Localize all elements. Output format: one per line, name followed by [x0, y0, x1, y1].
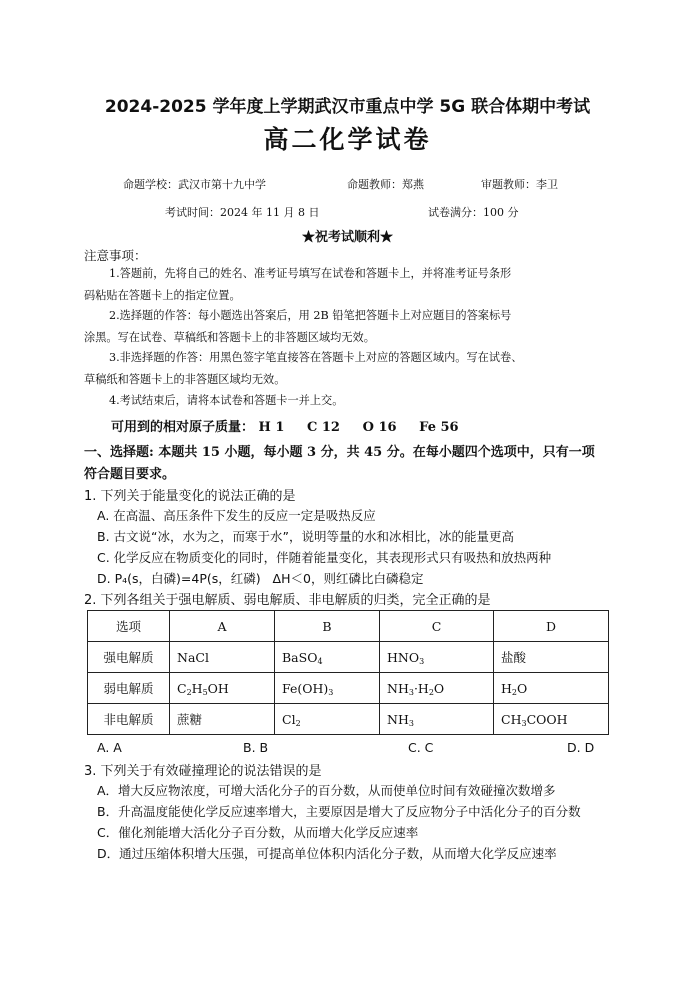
- full-score: 试卷满分：100 分: [428, 206, 519, 219]
- q3-option-b: B．升高温度能使化学反应速率增大，主要原因是增大了反应物分子中活化分子的百分数: [97, 804, 581, 819]
- notice-item-1-line-2: 码粘贴在答题卡上的指定位置。: [84, 289, 241, 302]
- table-cell: [275, 704, 380, 735]
- exam-title: 2024-2025 学年度上学期武汉市重点中学 5G 联合体期中考试: [104, 97, 591, 117]
- q1-option-c: C. 化学反应在物质变化的同时，伴随着能量变化，其表现形式只有吸热和放热两种: [97, 550, 552, 565]
- row-label-weak: 弱电解质: [88, 673, 170, 704]
- q2-stem: 2. 下列各组关于强电解质、弱电解质、非电解质的归类，完全正确的是: [84, 593, 491, 608]
- q2-option-b: B. B: [243, 740, 269, 755]
- cell-text: CH: [501, 711, 522, 727]
- electrolyte-table: [87, 610, 609, 735]
- table-row: [88, 642, 609, 673]
- cell-text: O: [517, 680, 528, 696]
- table-cell: [275, 642, 380, 673]
- table-cell: [494, 704, 609, 735]
- row-label-non: 非电解质: [88, 704, 170, 735]
- subscript: 3: [419, 656, 425, 666]
- subscript: 5: [202, 687, 208, 697]
- table-cell: [494, 642, 609, 673]
- atomic-mass-line: 可用到的相对原子质量： H 1 C 12 O 16 Fe 56: [111, 420, 459, 435]
- cell-text: BaSO: [282, 649, 318, 665]
- cell-text: OH: [207, 680, 229, 696]
- cell-text: 盐酸: [501, 650, 527, 665]
- table-cell: [275, 673, 380, 704]
- paper-title: 高二化学试卷: [263, 125, 432, 154]
- cell-text: H: [191, 680, 203, 696]
- notice-item-3-line-2: 草稿纸和答题卡上的非答题区域均无效。: [84, 373, 286, 386]
- table-cell: [380, 642, 494, 673]
- q3-stem: 3. 下列关于有效碰撞理论的说法错误的是: [84, 764, 322, 779]
- row-label-strong: 强电解质: [88, 642, 170, 673]
- table-cell: [494, 673, 609, 704]
- subscript: 3: [521, 718, 527, 728]
- table-header-cell: D: [494, 611, 609, 642]
- q1-option-a: A. 在高温、高压条件下发生的反应一定是吸热反应: [97, 508, 376, 523]
- notice-heading: 注意事项：: [84, 248, 147, 263]
- exam-time: 考试时间：2024 年 11 月 8 日: [165, 206, 320, 219]
- cell-text: Cl: [282, 711, 296, 727]
- q3-option-a: A．增大反应物浓度，可增大活化分子的百分数，从而使单位时间有效碰撞次数增多: [97, 783, 556, 798]
- subscript: 2: [295, 718, 301, 728]
- cell-text: ·H: [413, 680, 429, 696]
- subscript: 3: [408, 718, 414, 728]
- school-line: 命题学校：武汉市第十九中学: [123, 178, 266, 191]
- cell-text: H: [501, 680, 512, 696]
- q2-option-d: D. D: [567, 740, 595, 755]
- cell-text: HNO: [387, 649, 420, 665]
- table-header-cell: A: [170, 611, 275, 642]
- table-cell: [380, 704, 494, 735]
- subscript: 2: [511, 687, 517, 697]
- table-header-cell: B: [275, 611, 380, 642]
- table-cell: [170, 673, 275, 704]
- notice-item-2-line-1: 2.选择题的作答：每小题选出答案后，用 2B 铅笔把答题卡上对应题目的答案标号: [109, 309, 512, 322]
- cell-text: NH: [387, 680, 409, 696]
- subscript: 2: [428, 687, 434, 697]
- q1-option-d: D. P₄(s，白磷)=4P(s，红磷) ΔH＜0，则红磷比白磷稳定: [97, 571, 424, 586]
- table-row: [88, 611, 609, 642]
- teacher-line: 命题教师：郑燕: [347, 178, 424, 191]
- notice-item-3-line-1: 3.非选择题的作答：用黑色签字笔直接答在答题卡上对应的答题区域内。写在试卷、: [109, 351, 523, 364]
- table-header-cell: 选项: [88, 611, 170, 642]
- q2-option-c: C. C: [408, 740, 434, 755]
- table-cell: [380, 673, 494, 704]
- cell-text: 蔗糖: [177, 712, 203, 727]
- reviewer-line: 审题教师：李卫: [481, 178, 558, 191]
- cell-text: NaCl: [177, 649, 209, 665]
- q1-option-b: B. 古文说“冰，水为之，而寒于水”，说明等量的水和冰相比，冰的能量更高: [97, 529, 514, 544]
- cell-text: NH: [387, 711, 409, 727]
- table-row: [88, 673, 609, 704]
- table-row: [88, 704, 609, 735]
- section-heading-line-1: 一、选择题: 本题共 15 小题，每小题 3 分，共 45 分。在每小题四个选项中，只有一项: [84, 445, 595, 460]
- cell-text: Fe(OH): [282, 680, 329, 696]
- good-luck-wish: ★祝考试顺利★: [301, 230, 393, 245]
- notice-item-4: 4.考试结束后，请将本试卷和答题卡一并上交。: [109, 394, 344, 407]
- subscript: 2: [186, 687, 192, 697]
- table-header-cell: C: [380, 611, 494, 642]
- subscript: 4: [317, 656, 323, 666]
- q1-stem: 1. 下列关于能量变化的说法正确的是: [84, 489, 296, 504]
- cell-text: O: [433, 680, 445, 696]
- q3-option-c: C．催化剂能增大活化分子百分数，从而增大化学反应速率: [97, 825, 419, 840]
- subscript: 3: [408, 687, 414, 697]
- section-heading-line-2: 符合题目要求。: [84, 467, 176, 482]
- subscript: 3: [328, 687, 334, 697]
- cell-text: COOH: [526, 711, 568, 727]
- notice-item-2-line-2: 涂黑。写在试卷、草稿纸和答题卡上的非答题区域均无效。: [84, 331, 375, 344]
- q3-option-d: D．通过压缩体积增大压强，可提高单位体积内活化分子数，从而增大化学反应速率: [97, 846, 557, 861]
- notice-item-1-line-1: 1.答题前，先将自己的姓名、准考证号填写在试卷和答题卡上，并将准考证号条形: [109, 267, 512, 280]
- table-cell: [170, 642, 275, 673]
- cell-text: C: [177, 680, 187, 696]
- table-cell: [170, 704, 275, 735]
- q2-option-a: A. A: [97, 740, 122, 755]
